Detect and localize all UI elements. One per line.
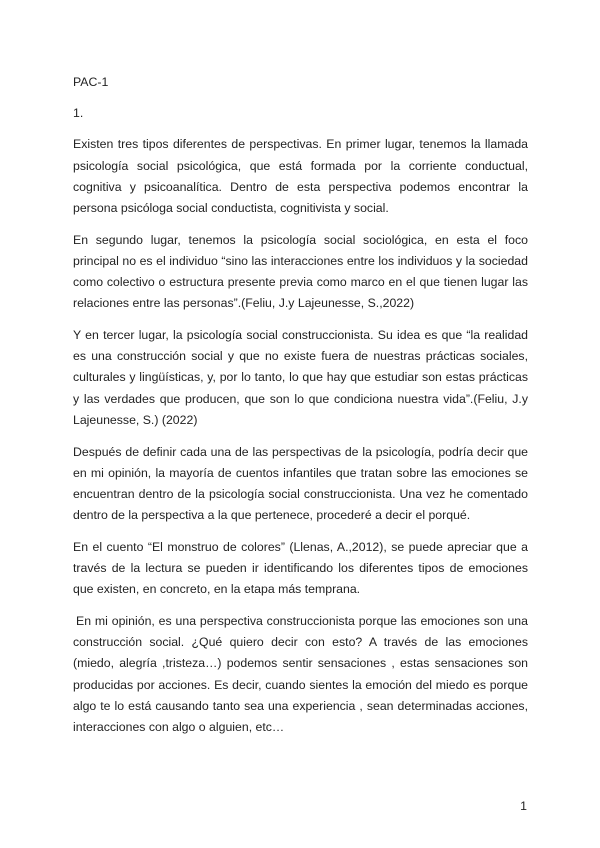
paragraph-sociological: En segundo lugar, tenemos la psicología social sociológica, en esta el foco principal no es el individuo “sino las interacciones entre los individuos y la sociedad como colectivo o estructura presente previa como marco en el que tienen lugar las relaciones entre las personas”.(Feliu, J.y Lajeunesse, S.,2022) <box>73 232 528 311</box>
document-title: PAC-1 <box>73 75 109 89</box>
paragraph-story: En el cuento “El monstruo de colores” (Llenas, A.,2012), se puede apreciar que a través de la lectura se pueden ir identificando los diferentes tipos de emociones que existen, en concreto, en la etapa más temprana. <box>73 539 528 597</box>
page-content <box>73 72 528 749</box>
paragraph-constructionist: Y en tercer lugar, la psicología social construccionista. Su idea es que “la realidad es una construcción social y que no existe fuera de nuestras prácticas sociales, culturales y lingüísticas, y, por lo tanto, lo que hay que estudiar son estas prácticas y las verdades que producen, que son lo que condiciona nuestra vida”.(Feliu, J.y Lajeunesse, S.) (2022) <box>73 328 528 427</box>
page-number: 1 <box>520 799 527 813</box>
paragraph-opinion: Después de definir cada una de las perspectivas de la psicología, podría decir que en mi opinión, la mayoría de cuentos infantiles que tratan sobre las emociones se encuentran dentro de la psicología social construccionista. Una vez he comentado dentro de la perspectiva a la que pertenece, procederé a decir el porqué. <box>73 444 528 523</box>
paragraph-perspectives: Existen tres tipos diferentes de perspectivas. En primer lugar, tenemos la llamada psicología social psicológica, que está formada por la corriente conductual, cognitiva y psicoanalítica. Dentro de esta perspectiva podemos encontrar la persona psicóloga social conductista, cognitivista y social. <box>73 137 528 216</box>
section-number: 1. <box>73 106 84 121</box>
paragraph-emotions: En mi opinión, es una perspectiva construccionista porque las emociones son una construcción social. ¿Qué quiero decir con esto? A través de las emociones (miedo, alegría ,tristeza…) podemos sentir sensaciones , estas sensaciones son producidas por acciones. Es decir, cuando sientes la emoción del miedo es porque algo te lo está causando tanto sea una experiencia , sean determinadas acciones, interacciones con algo o alguien, etc… <box>73 613 528 734</box>
